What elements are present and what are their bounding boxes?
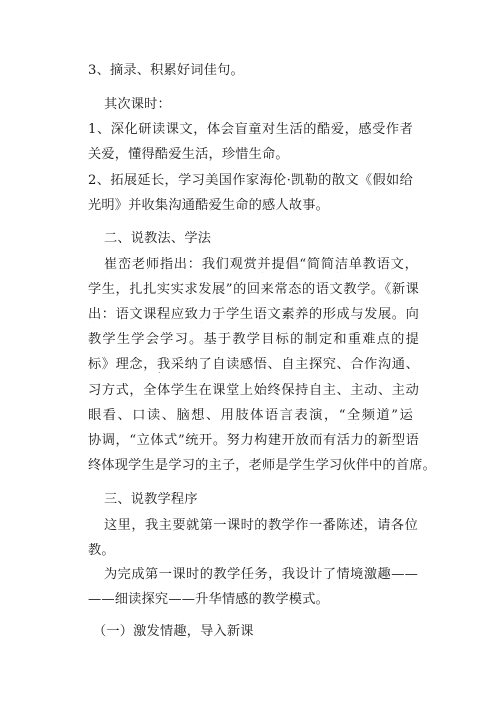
text-line: 为完成第一课时的教学任务，我设计了情境激趣—— (104, 567, 418, 582)
text-line: 眼看、口读、脑想、用肢体语言表演，“全频道”运 (88, 408, 413, 423)
text-line: 光明》并收集沟通酷爱生命的感人故事。 (88, 198, 329, 213)
text-line: 出：语文课程应致力于学生语文素养的形成与发展。向 (88, 307, 419, 322)
section-heading: 二、说教法、学法 (104, 231, 212, 246)
section-heading: 三、说教学程序 (104, 492, 198, 507)
text-line: 1、深化研读课文，体会盲童对生活的酷爱，感受作者 (88, 122, 413, 137)
subsection-heading: （一）激发情趣，导入新课 (93, 624, 254, 639)
text-line: 教学生学会学习。基于教学目标的制定和重难点的提 (88, 332, 419, 347)
text-line: 这里，我主要就第一课时的教学作一番陈述，请各位 (104, 518, 418, 533)
text-line: 2、拓展延长，学习美国作家海伦·凯勒的散文《假如给 (88, 173, 413, 188)
text-line: 关爱，懂得酷爱生活，珍惜生命。 (88, 147, 289, 162)
text-line: 习方式，全体学生在课堂上始终保持自主、主动、主动 (88, 383, 419, 398)
section-heading: 其次课时： (104, 97, 171, 112)
text-line: 协调，“立体式”统开。努力构建开放而有活力的新型语 (88, 433, 419, 448)
text-line: 崔峦老师指出：我们观赏并提倡“简简洁单教语文， (104, 257, 418, 272)
text-line: 学生，扎扎实实求发展”的回来常态的语文教学。《新课 (88, 282, 419, 297)
text-line: 标》理念，我采纳了自读感悟、自主探究、合作沟通、 (88, 357, 419, 372)
text-line: 教。 (88, 543, 115, 558)
text-line: 终体现学生是学习的主子，老师是学生学习伙伴中的首席。 (88, 458, 437, 473)
text-line: 3、摘录、积累好词佳句。 (88, 63, 244, 78)
text-line: ——细读探究——升华情感的教学模式。 (88, 592, 329, 607)
